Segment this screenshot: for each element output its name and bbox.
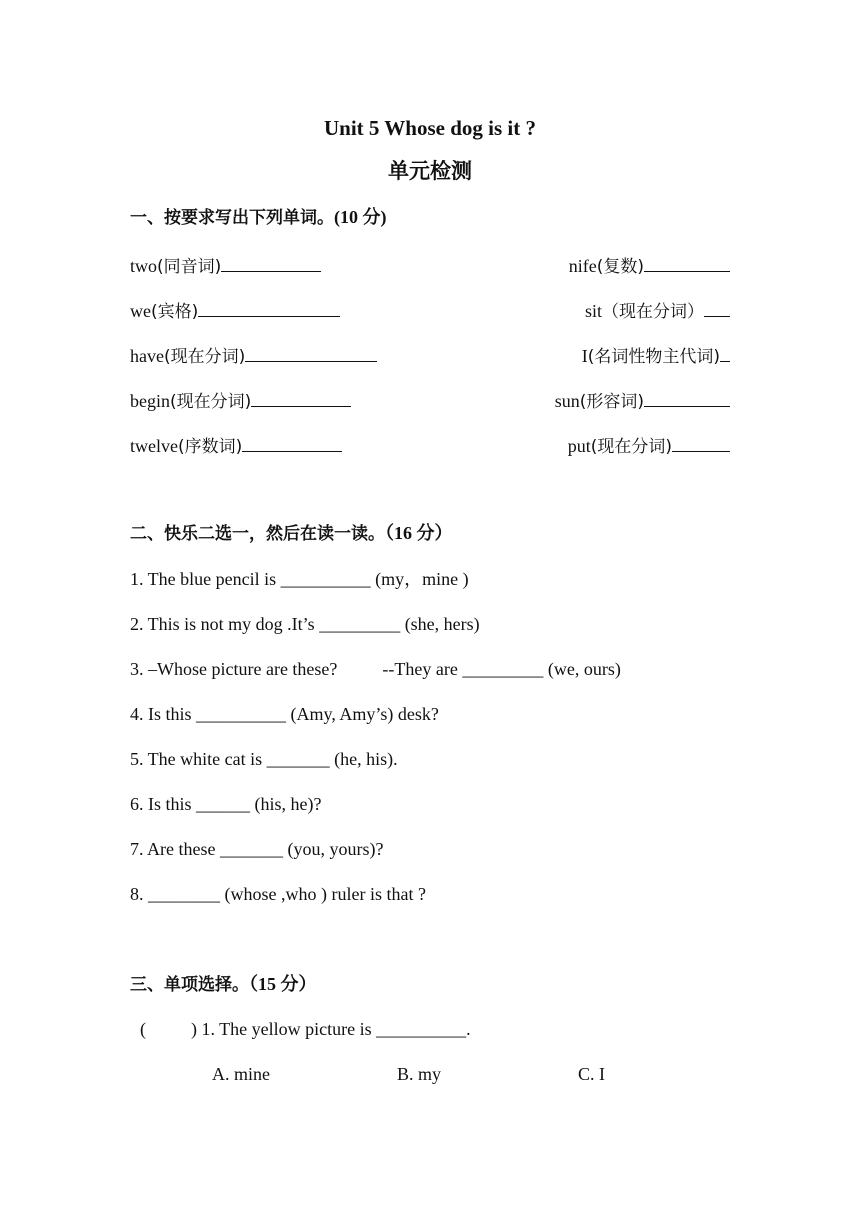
answer-blank[interactable]: _________ <box>319 614 401 634</box>
answer-blank[interactable]: _______ <box>266 749 330 769</box>
section1-score: (10 分) <box>334 207 387 227</box>
answer-blank[interactable] <box>242 434 342 452</box>
word-item: two(同音词) <box>130 254 321 276</box>
choice-question: ( ) 1. The yellow picture is __________. <box>140 1019 471 1039</box>
answer-blank[interactable] <box>720 344 730 362</box>
section2-heading-text: 二、快乐二选一，然后在读一读。 <box>130 524 385 544</box>
word-item: have(现在分词) <box>130 344 377 366</box>
fill-item: 4. Is this __________ (Amy, Amy’s) desk? <box>130 704 439 724</box>
page-subtitle: 单元检测 <box>388 159 472 183</box>
word-item: nife(复数) <box>569 254 730 276</box>
answer-blank[interactable] <box>245 344 377 362</box>
word-item: we(宾格) <box>130 299 340 321</box>
section3-heading <box>130 975 317 994</box>
fill-item: 8. ________ (whose ,who ) ruler is that ? <box>130 884 426 904</box>
word-item: I(名词性物主代词) <box>582 344 730 366</box>
section2-heading <box>130 524 453 543</box>
answer-blank[interactable]: _________ <box>462 659 544 679</box>
fill-item: 6. Is this ______ (his, he)? <box>130 794 322 814</box>
fill-item: 5. The white cat is _______ (he, his). <box>130 749 398 769</box>
word-item: sit（现在分词） <box>585 299 730 321</box>
section1-heading-text: 一、按要求写出下列单词。 <box>130 208 334 228</box>
answer-blank: __________ <box>376 1019 467 1039</box>
fill-item: 7. Are these _______ (you, yours)? <box>130 839 384 859</box>
answer-blank[interactable]: ______ <box>196 794 251 814</box>
word-item: twelve(序数词) <box>130 434 342 456</box>
answer-blank[interactable]: __________ <box>280 569 371 589</box>
word-item: sun(形容词) <box>555 389 730 411</box>
answer-blank[interactable] <box>704 299 730 317</box>
fill-item: 3. –Whose picture are these? --They are _________ (we, ours) <box>130 659 621 679</box>
answer-blank[interactable] <box>672 434 730 452</box>
answer-paren[interactable]: ( ) <box>140 1019 197 1039</box>
fill-item: 2. This is not my dog .It’s _________ (she, hers) <box>130 614 480 634</box>
section2-score: （16 分） <box>385 523 453 543</box>
page-title: Unit 5 Whose dog is it ? <box>324 116 536 140</box>
answer-blank[interactable] <box>251 389 351 407</box>
answer-blank[interactable]: __________ <box>196 704 287 724</box>
answer-blank[interactable] <box>221 254 321 272</box>
section1-heading <box>130 208 387 227</box>
answer-blank[interactable]: _______ <box>219 839 283 859</box>
option-b[interactable]: B. my <box>397 1064 442 1084</box>
section3-heading-text: 三、单项选择。 <box>130 975 249 995</box>
answer-blank[interactable] <box>644 254 730 272</box>
fill-item: 1. The blue pencil is __________ (my，mine ) <box>130 569 469 589</box>
answer-blank[interactable] <box>644 389 730 407</box>
word-item: begin(现在分词) <box>130 389 351 411</box>
word-item: put(现在分词) <box>568 434 730 456</box>
answer-blank[interactable] <box>198 299 340 317</box>
section3-score: （15 分） <box>249 974 317 994</box>
answer-blank[interactable]: ________ <box>148 884 220 904</box>
option-a[interactable]: A. mine <box>212 1064 270 1084</box>
option-c[interactable]: C. I <box>578 1064 605 1084</box>
